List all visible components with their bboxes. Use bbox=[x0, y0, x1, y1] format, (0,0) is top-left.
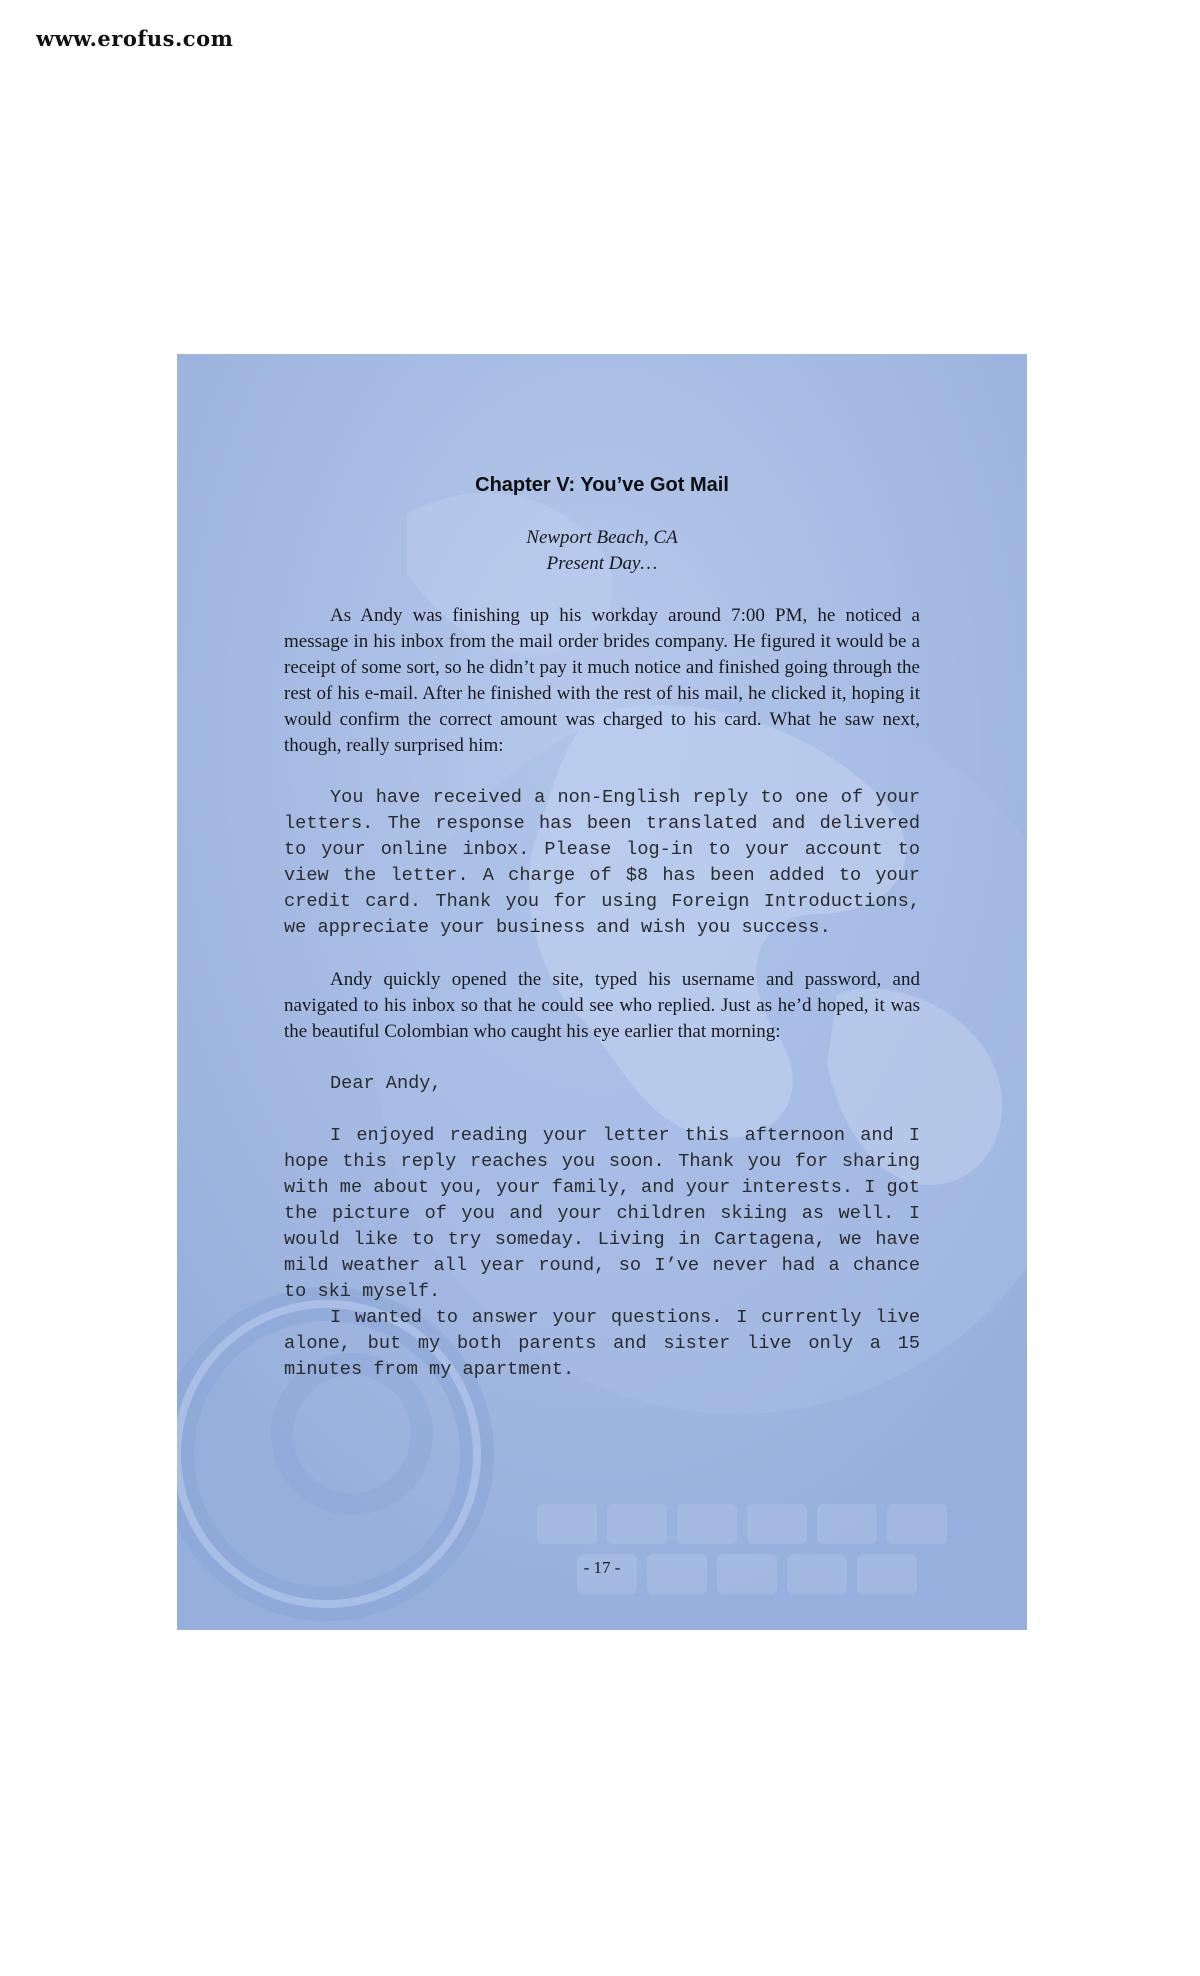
dateline-time: Present Day… bbox=[546, 553, 658, 574]
email-notice: You have received a non-English reply to one of your letters. The response has been translated and delivered to your online inbox. Please log-in to your account to view the letter. A charge of $8 has been added to your credit card. Thank you for using Foreign Introductions, we appreciate your business and wish you success. bbox=[284, 787, 920, 938]
chapter-title: Chapter V: You’ve Got Mail bbox=[475, 474, 729, 496]
dateline-location: Newport Beach, CA bbox=[526, 527, 678, 548]
letter-paragraph-2: I wanted to answer your questions. I currently live alone, but my both parents and sister live only a 15 minutes from my apartment. bbox=[284, 1307, 920, 1380]
dateline bbox=[284, 525, 920, 577]
letter-greeting: Dear Andy, bbox=[330, 1073, 442, 1094]
page-number: - 17 - bbox=[583, 1558, 621, 1577]
page-content bbox=[284, 474, 920, 1383]
narrative-paragraph-2: Andy quickly opened the site, typed his username and password, and navigated to his inbox so that he could see who replied. Just as he’d hoped, it was the beautiful Colombian who caught his eye earlier that morning: bbox=[284, 969, 920, 1042]
narrative-paragraph-1: As Andy was finishing up his workday around 7:00 PM, he noticed a message in his inbox from the mail order brides company. He figured it would be a receipt of some sort, so he didn’t pay it much notice and finished going through the rest of his e-mail. After he finished with the rest of his mail, he clicked it, hoping it would confirm the correct amount was charged to his card. What he saw next, though, really surprised him: bbox=[284, 605, 920, 756]
site-watermark: www.erofus.com bbox=[36, 26, 234, 51]
book-page bbox=[177, 354, 1027, 1630]
letter-paragraph-1: I enjoyed reading your letter this afternoon and I hope this reply reaches you soon. Thank you for sharing with me about you, your family, and your interests. I got the picture of you and your children skiing as well. I would like to try someday. Living in Cartagena, we have mild weather all year round, so I’ve never had a chance to ski myself. bbox=[284, 1125, 921, 1302]
